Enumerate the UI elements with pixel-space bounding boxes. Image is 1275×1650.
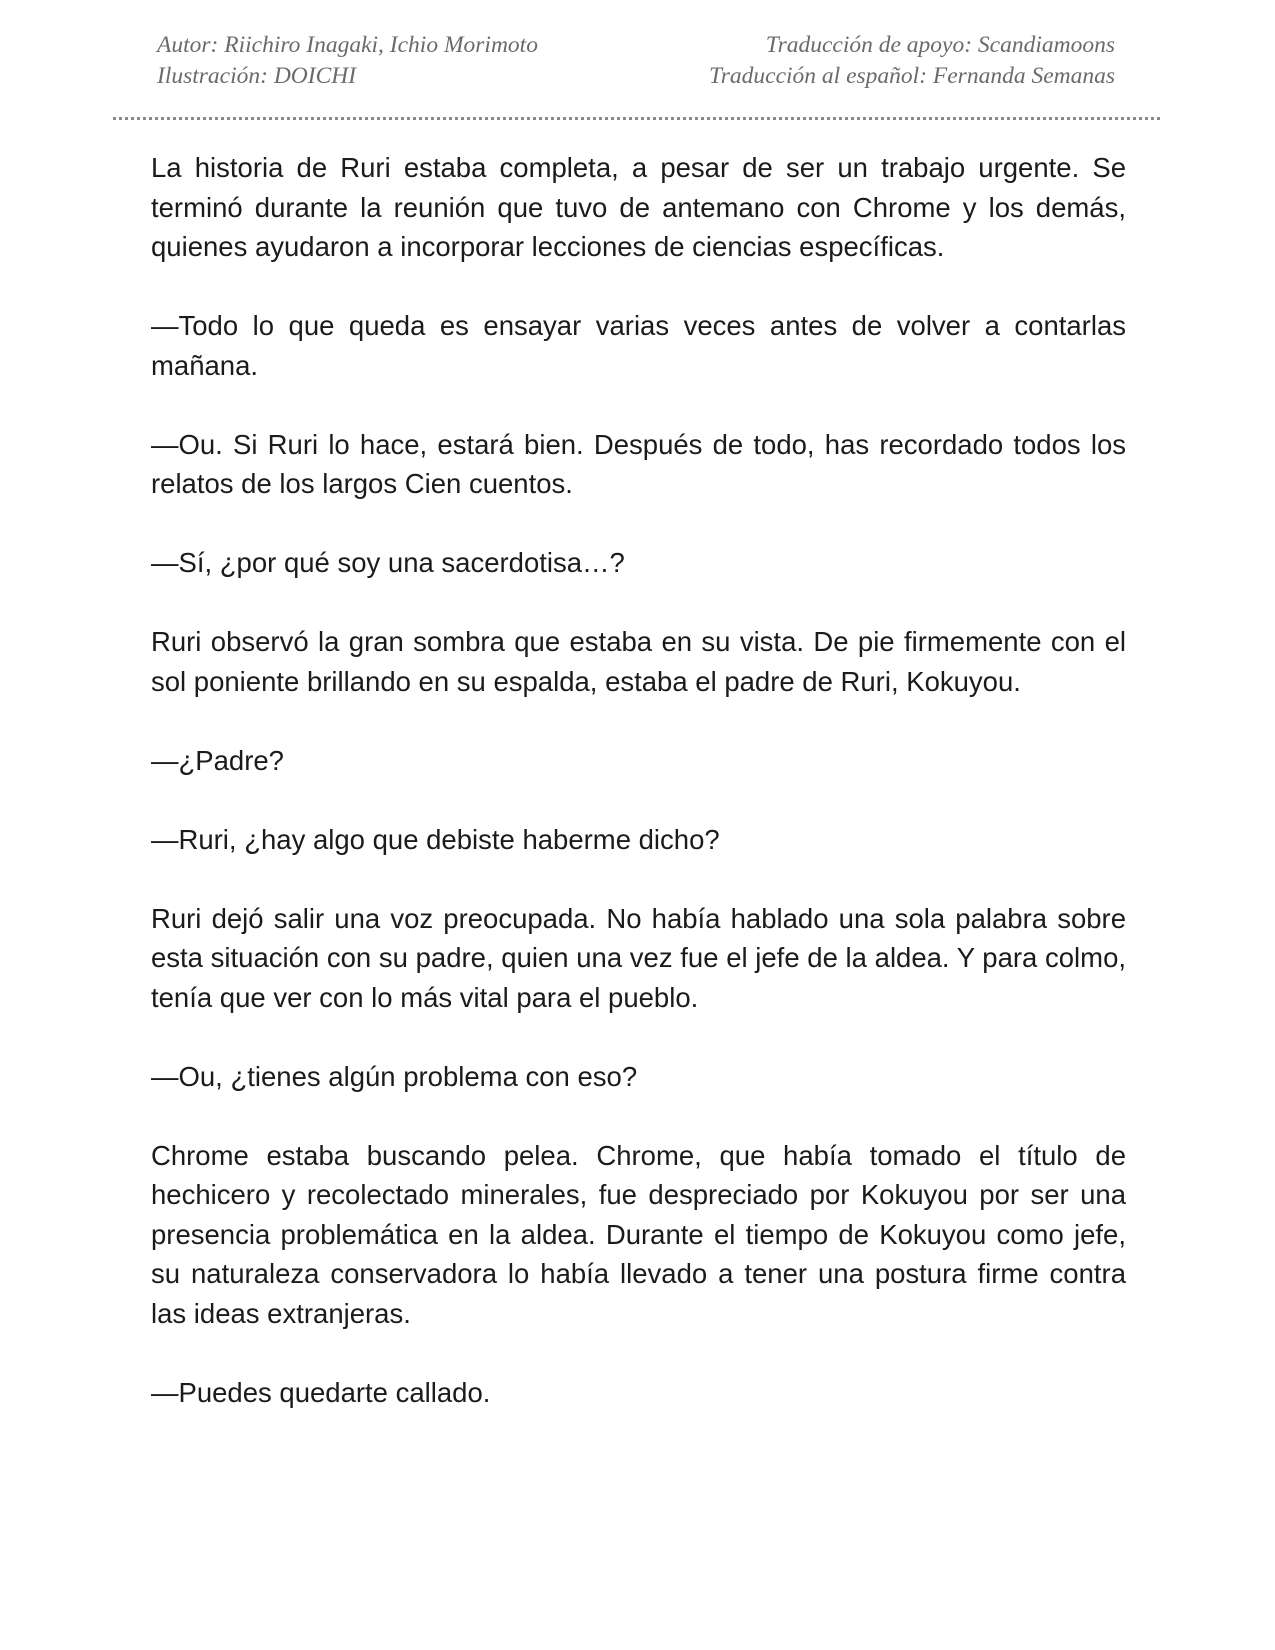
paragraph: —Puedes quedarte callado.	[151, 1376, 491, 1408]
paragraph: La historia de Ruri estaba completa, a pesar de ser un trabajo urgente. Se terminó durante la reunión que tuvo de antemano con Chrome y los demás, quienes ayudaron a incorporar lecciones de ciencias específicas.	[151, 152, 1126, 262]
paragraph: Chrome estaba buscando pelea. Chrome, que había tomado el título de hechicero y recolectado minerales, fue despreciado por Kokuyou por ser una presencia problemática en la aldea. Durante el tiempo de Kokuyou como jefe, su naturaleza conservadora lo había llevado a tener una postura firme contra las ideas extranjeras.	[151, 1139, 1126, 1329]
spanish-translation-credit: Traducción al español: Fernanda Semanas	[709, 63, 1115, 89]
header-divider	[113, 117, 1160, 120]
header-credits-left	[157, 30, 538, 92]
paragraph: —Ruri, ¿hay algo que debiste haberme dicho?	[151, 823, 720, 855]
illustration-credit: Ilustración: DOICHI	[157, 63, 357, 89]
paragraph: Ruri dejó salir una voz preocupada. No había hablado una sola palabra sobre esta situación con su padre, quien una vez fue el jefe de la aldea. Y para colmo, tenía que ver con lo más vital para el pueblo.	[151, 902, 1126, 1013]
paragraph: —¿Padre?	[151, 744, 284, 776]
paragraph: Ruri observó la gran sombra que estaba en su vista. De pie firmemente con el sol poniente brillando en su espalda, estaba el padre de Ruri, Kokuyou.	[151, 626, 1126, 697]
paragraph: —Sí, ¿por qué soy una sacerdotisa…?	[151, 547, 625, 578]
paragraph: —Ou. Si Ruri lo hace, estará bien. Después de todo, has recordado todos los relatos de los largos Cien cuentos.	[151, 428, 1126, 499]
support-translation-credit: Traducción de apoyo: Scandiamoons	[765, 32, 1115, 58]
paragraph: —Todo lo que queda es ensayar varias veces antes de volver a contarlas mañana.	[151, 310, 1126, 381]
paragraph: —Ou, ¿tienes algún problema con eso?	[151, 1060, 638, 1092]
author-credit: Autor: Riichiro Inagaki, Ichio Morimoto	[157, 32, 538, 58]
document-body	[151, 148, 1126, 1452]
header-credits-right	[709, 30, 1115, 92]
